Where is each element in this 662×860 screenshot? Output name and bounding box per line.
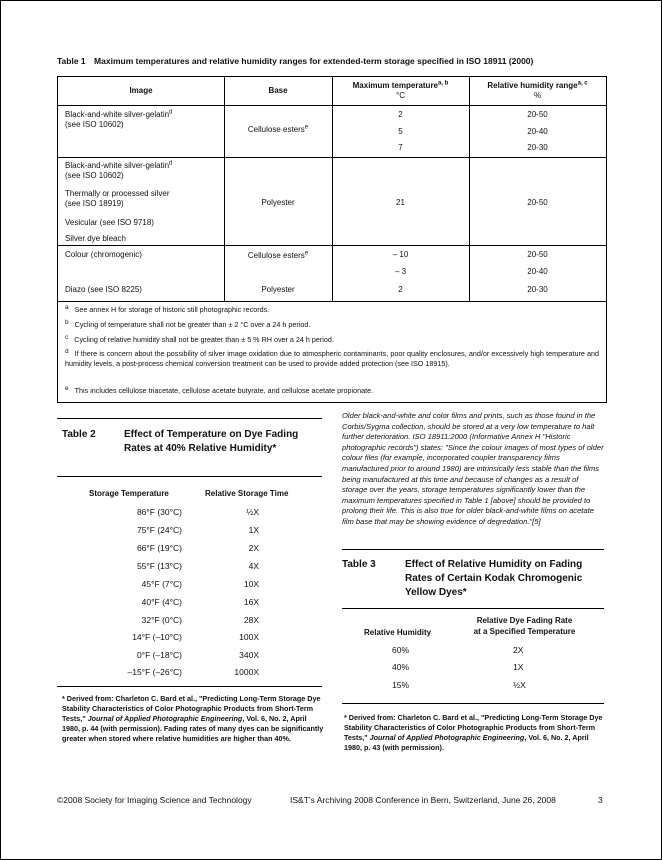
footnote-mark: d: [65, 347, 69, 355]
rh-sup: a, c: [577, 80, 588, 87]
relative-time: 16X: [243, 597, 259, 607]
table1-base-polyester: Polyester: [261, 285, 295, 294]
storage-temp: 86°F (30°C): [136, 507, 182, 517]
table1-header-max-temp: [332, 81, 469, 101]
table1-temp: 2: [398, 110, 403, 119]
footer-conference: IS&T’s Archiving 2008 Conference in Bern, Switzerland, June 26, 2008: [290, 795, 556, 805]
table1-image-silver-dye: Silver dye bleach: [65, 234, 126, 243]
table-row: [57, 525, 322, 539]
table3-rh: 40%: [392, 662, 410, 672]
table1-image-bw-silver-2: [65, 161, 223, 181]
table-row: [57, 507, 322, 521]
table1-base-polyester: Polyester: [261, 198, 295, 207]
table-row: [57, 543, 322, 557]
image-ref: (see ISO 18919): [65, 199, 124, 208]
relative-time: 100X: [239, 632, 259, 642]
table3-label: Table 3: [342, 559, 376, 570]
table1-image-thermal: [65, 189, 223, 209]
table1-footnote: [65, 386, 599, 396]
footnote-mark: e: [65, 384, 69, 392]
footnote-text: , Vol. 6, No. 2, April 1980, p. 44 (with permission). Fading rates of many dyes can be significantly greater when stored where relative humidities are higher than 40%.: [62, 714, 324, 743]
footnote-mark: c: [65, 333, 69, 341]
table1-rh: 20-30: [527, 285, 548, 294]
table1-footnote: [65, 305, 599, 315]
table3-title: Effect of Relative Humidity on Fading Rates of Certain Kodak Chromogenic Yellow Dyes*: [405, 559, 583, 598]
base-text: Cellulose esters: [247, 125, 305, 134]
table1-image-diazo: Diazo (see ISO 8225): [65, 285, 142, 294]
table1-temp: 5: [398, 127, 403, 136]
storage-temp: 66°F (19°C): [136, 543, 182, 553]
page-number: 3: [598, 795, 603, 805]
table2-label: Table 2: [62, 429, 96, 440]
table-row: [57, 632, 322, 646]
table1-temp: 7: [398, 143, 403, 152]
footnote-text: See annex H for storage of historic still photographic records.: [74, 305, 270, 314]
footnote-text: If there is concern about the possibility of silver image oxidation due to atmospheric contaminants, poor quality enclosures, and/or excessively high temperature and humidity levels, a post-process chemical conversion treatment can be used to provide added protection (see ISO 18915).: [65, 349, 599, 368]
image-ref: (see ISO 10602): [65, 171, 124, 180]
table1-rh: 20-50: [527, 198, 548, 207]
table1-caption: [57, 56, 617, 66]
table1-footnote: [65, 335, 599, 345]
footer-copyright: ©2008 Society for Imaging Science and Technology: [57, 795, 252, 805]
table1-rh: 20-40: [527, 267, 548, 276]
storage-temp: 55°F (13°C): [136, 561, 182, 571]
relative-time: 28X: [243, 615, 259, 625]
table2-top-rule: [57, 418, 322, 419]
table1-header-image: Image: [129, 86, 153, 95]
table3-bottom-rule: [342, 703, 604, 704]
table1-rh: 20-50: [527, 110, 548, 119]
table-row: [57, 667, 322, 681]
table-row: [57, 597, 322, 611]
table1-image-bw-silver: [65, 110, 223, 130]
table1-caption-text: Maximum temperatures and relative humidity ranges for extended-term storage specified in ISO 18911 (2000): [94, 56, 534, 66]
base-sup: e: [304, 124, 309, 131]
image-text: Thermally or processed silver: [65, 189, 170, 198]
footnote-text: * Derived from: Charleton C. Bard et al., "Predicting Long-Term Storage Dye Stability Characteristics of Color Photographic Products from Short-Term Tests,": [344, 713, 603, 742]
max-temp-unit: °C: [396, 91, 405, 100]
relative-time: 1000X: [234, 667, 259, 677]
table3-footnote: [344, 713, 606, 753]
max-temp-sup: a, b: [438, 80, 449, 87]
table3-rate: 1X: [513, 662, 524, 672]
table1-image-vesicular: Vesicular (see ISO 9718): [65, 218, 154, 227]
table2-col-relative-time: Relative Storage Time: [205, 489, 289, 498]
table3-rh: 60%: [392, 645, 410, 655]
table1-footnote-rule: [58, 301, 606, 302]
table3-rate: ½X: [513, 680, 526, 690]
footnote-text: * Derived from: Charleton C. Bard et al., "Predicting Long-Term Storage Dye Stability Characteristics of Color Photographic Products from Short-Term Tests,": [62, 694, 321, 723]
footnote-journal: Journal of Applied Photographic Engineering: [369, 733, 525, 742]
table1-rh: 20-50: [527, 250, 548, 259]
table2-title: Effect of Temperature on Dye Fading Rates at 40% Relative Humidity*: [124, 429, 299, 454]
relative-time: 10X: [243, 579, 259, 589]
table-row: [57, 650, 322, 664]
table1-rh: 20-30: [527, 143, 548, 152]
relative-time: ½X: [246, 507, 259, 517]
rh-label: Relative humidity range: [487, 81, 578, 90]
max-temp-label: Maximum temperature: [352, 81, 438, 90]
rh-unit: %: [533, 91, 542, 100]
relative-time: 4X: [248, 561, 259, 571]
relative-time: 340X: [239, 650, 259, 660]
storage-temp: 0°F (–18°C): [136, 650, 182, 660]
storage-temp: 45°F (7°C): [141, 579, 182, 589]
base-sup: e: [304, 250, 309, 257]
table1-base-cellulose: [224, 251, 332, 261]
storage-temp: 32°F (0°C): [141, 615, 182, 625]
table3-col-fading-rate: [462, 615, 587, 637]
base-text: Cellulose esters: [247, 251, 305, 260]
col-label: Relative Dye Fading Rate: [476, 616, 573, 625]
table1-temp: 2: [398, 285, 403, 294]
table3-col-rh: Relative Humidity: [364, 628, 432, 637]
table1-row-rule: [58, 157, 606, 158]
footnote-journal: Journal of Applied Photographic Engineering: [87, 714, 243, 723]
footnote-text: Cycling of temperature shall not be greater than ± 2 °C over a 24 h period.: [74, 320, 311, 329]
image-ref: (see ISO 10602): [65, 120, 124, 129]
table-row: [57, 615, 322, 629]
table-row: [57, 579, 322, 593]
relative-time: 2X: [248, 543, 259, 553]
storage-temp: 40°F (4°C): [141, 597, 182, 607]
table3-rate: 2X: [513, 645, 524, 655]
image-sup: d: [169, 109, 173, 116]
table1-label: Table 1: [57, 56, 86, 66]
image-text: Black-and-white silver-gelatin: [65, 161, 170, 170]
table1-header-base: Base: [268, 86, 288, 95]
storage-temp: 14°F (–10°C): [132, 632, 182, 642]
table2-header-rule: [57, 476, 322, 477]
table1-rh: 20-40: [527, 127, 548, 136]
storage-temp: 75°F (24°C): [136, 525, 182, 535]
table1-temp: – 3: [394, 267, 407, 276]
footnote-text: , Vol. 6, No. 2, April 1980, p. 43 (with permission).: [344, 733, 589, 752]
footnote-text: This includes cellulose triacetate, cellulose acetate butyrate, and cellulose acetate propionate.: [74, 386, 374, 395]
table3-rh: 15%: [392, 680, 410, 690]
image-text: Black-and-white silver-gelatin: [65, 110, 170, 119]
footnote-mark: b: [65, 318, 69, 326]
storage-temp: –15°F (–26°C): [127, 667, 182, 677]
table1-temp: – 10: [392, 250, 409, 259]
table2-bottom-rule: [57, 686, 322, 687]
quote-paragraph: Older black-and-white and color films and prints, such as those found in the Corbis/Sygma collection, should be stored at a very low temperature to halt further deterioration. ISO 18911:2000 (Informative Annex H "Historic photographic records") states: "Since the colour images of most types of older colour files (for example, incorporated coupler transparency films manufactured prior to around 1980) are intrinsically less stable than the films being manufactured at this time and because of changes as a result of storage over the years, storage temperatures significantly lower than the maximum temperatures specified in Table 1 [above] should be provided to prolong their life. This is also true for older black-and-white films on acetate film base that may be showing evidence of degredation."[5]: [342, 411, 604, 526]
table1-row-rule: [58, 245, 606, 246]
table1-col-divider: [224, 77, 225, 301]
table1: [57, 76, 607, 403]
table1-footnote: [65, 349, 599, 369]
image-sup: d: [169, 160, 173, 167]
table1-temp: 21: [396, 198, 405, 207]
table2-footnote: [62, 694, 324, 744]
table1-base-cellulose: [224, 125, 332, 135]
table1-header-rule: [58, 105, 606, 106]
relative-time: 1X: [248, 525, 259, 535]
table1-image-colour: Colour (chromogenic): [65, 250, 142, 259]
col-label: at a Specified Temperature: [473, 627, 576, 636]
table-row: [57, 561, 322, 575]
table3-header-rule: [342, 608, 604, 609]
table1-footnote: [65, 320, 599, 330]
footnote-text: Cycling of relative humidity shall not be greater than ± 5 % RH over a 24 h period.: [74, 335, 334, 344]
footnote-mark: a: [65, 303, 69, 311]
table2-col-storage-temp: Storage Temperature: [89, 489, 169, 498]
table3-top-rule: [342, 549, 604, 550]
table1-header-rh: [469, 81, 606, 101]
